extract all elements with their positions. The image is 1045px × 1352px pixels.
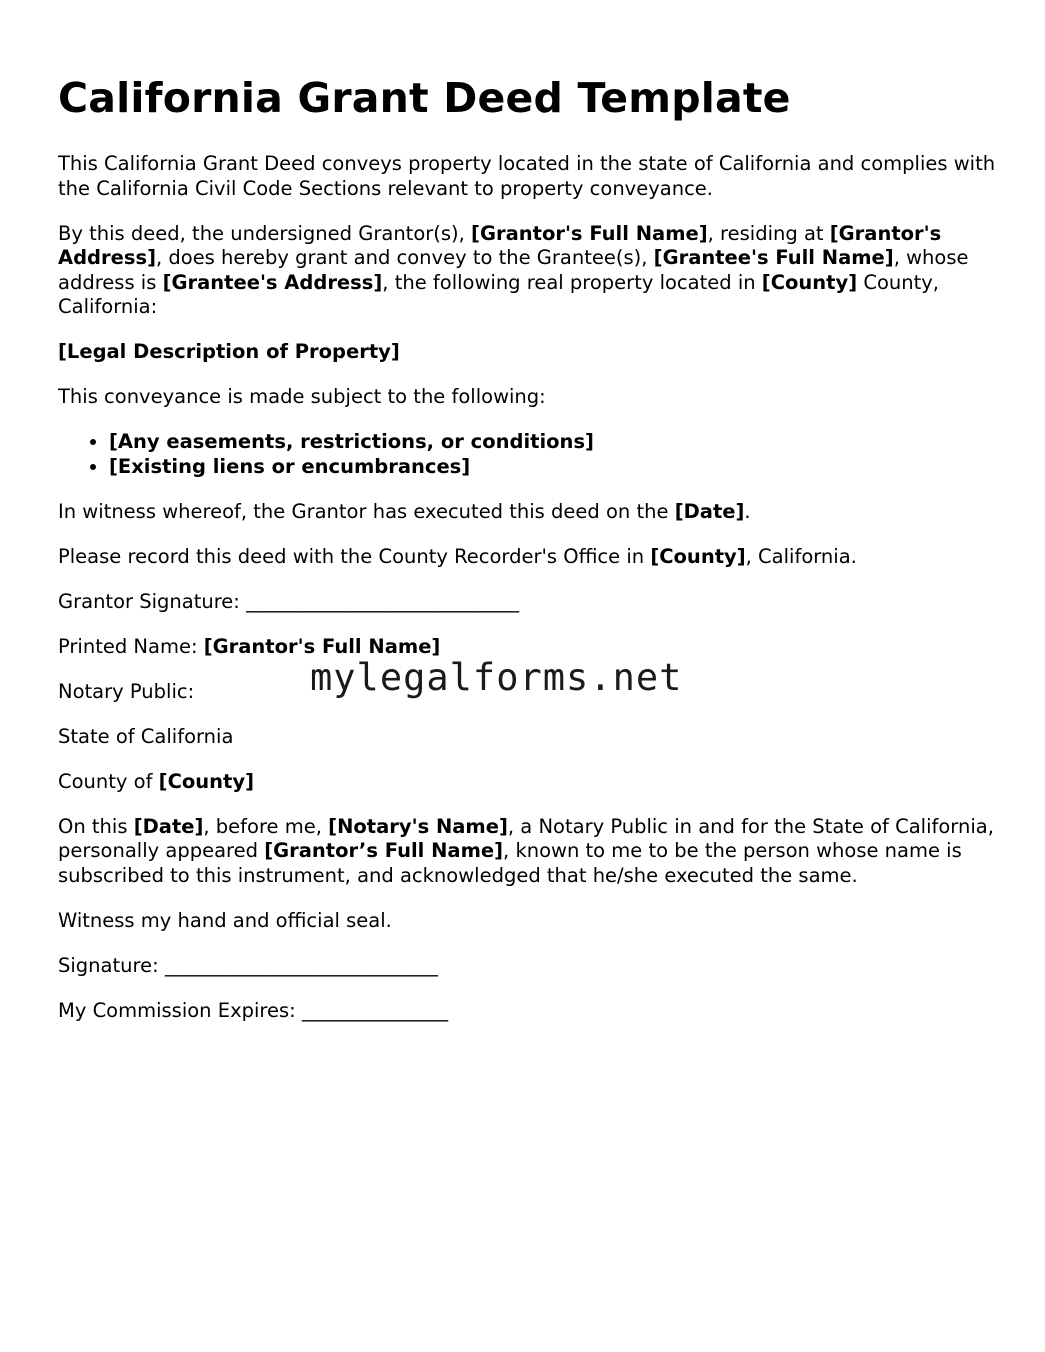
ack-text-2: , before me, bbox=[203, 814, 329, 838]
county-of-line bbox=[58, 770, 998, 795]
record-text-1: Please record this deed with the County Recorder's Office in bbox=[58, 544, 651, 568]
grantor-signature-line: Grantor Signature: ____________________________ bbox=[58, 589, 520, 613]
grant-text-6: County, California: bbox=[58, 270, 939, 318]
grant-text-2: , residing at bbox=[707, 221, 830, 245]
ack-grantor-name-placeholder: [Grantor’s Full Name] bbox=[264, 839, 504, 862]
subject-list bbox=[58, 430, 998, 479]
document-page bbox=[58, 70, 998, 1044]
grant-text-4: , whose address is bbox=[58, 246, 969, 294]
county-of-label: County of bbox=[58, 769, 159, 793]
ack-text-3: , a Notary Public in and for the State of California, personally appeared bbox=[58, 814, 994, 862]
witness-text-2: . bbox=[744, 499, 751, 523]
witness-text-1: In witness whereof, the Grantor has executed this deed on the bbox=[58, 499, 675, 523]
ack-text-4: , known to me to be the person whose name is subscribed to this instrument, and acknowledged that he/she executed the same. bbox=[58, 839, 962, 887]
state-line: State of California bbox=[58, 724, 234, 748]
record-text-2: , California. bbox=[745, 544, 857, 568]
ack-text-1: On this bbox=[58, 814, 134, 838]
witness-seal-line: Witness my hand and official seal. bbox=[58, 908, 392, 932]
page-title: California Grant Deed Template bbox=[58, 74, 791, 122]
notary-public-label: Notary Public: bbox=[58, 679, 195, 703]
signature-line: Signature: ____________________________ bbox=[58, 953, 438, 977]
record-paragraph bbox=[58, 545, 998, 570]
list-item: • [Existing liens or encumbrances] bbox=[109, 455, 998, 480]
list-item: • [Any easements, restrictions, or conditions] bbox=[109, 430, 998, 455]
grant-paragraph bbox=[58, 222, 998, 320]
subject-intro: This conveyance is made subject to the following: bbox=[58, 385, 546, 408]
grantor-name-placeholder: [Grantor's Full Name] bbox=[471, 221, 708, 245]
grantee-address-placeholder: [Grantee's Address] bbox=[162, 270, 383, 294]
witness-paragraph bbox=[58, 500, 998, 525]
county-of-placeholder: [County] bbox=[158, 769, 254, 793]
grant-text-5: , the following real property located in bbox=[382, 270, 762, 294]
watermark: mylegalforms.net bbox=[310, 656, 683, 699]
record-county-placeholder: [County] bbox=[650, 544, 746, 568]
legal-description bbox=[58, 340, 998, 365]
acknowledgment-paragraph bbox=[58, 815, 998, 889]
date-placeholder: [Date] bbox=[674, 499, 745, 523]
ack-date-placeholder: [Date] bbox=[133, 814, 204, 838]
printed-name-label: Printed Name: bbox=[58, 634, 204, 658]
notary-name-placeholder: [Notary's Name] bbox=[328, 814, 508, 838]
county-placeholder: [County] bbox=[761, 270, 858, 294]
grantee-name-placeholder: [Grantee's Full Name] bbox=[653, 246, 894, 269]
grant-text-3: , does hereby grant and convey to the Grantee(s), bbox=[155, 246, 654, 269]
intro-paragraph: This California Grant Deed conveys property located in the state of California and complies with the California Civil Code Sections relevant to property conveyance. bbox=[58, 152, 996, 200]
legal-description-placeholder: [Legal Description of Property] bbox=[58, 340, 400, 363]
printed-name-placeholder: [Grantor's Full Name] bbox=[203, 634, 441, 658]
commission-line: My Commission Expires: _______________ bbox=[58, 998, 449, 1022]
grant-text-1: By this deed, the undersigned Grantor(s), bbox=[58, 221, 472, 245]
grantor-address-placeholder: [Grantor's Address] bbox=[58, 221, 942, 269]
